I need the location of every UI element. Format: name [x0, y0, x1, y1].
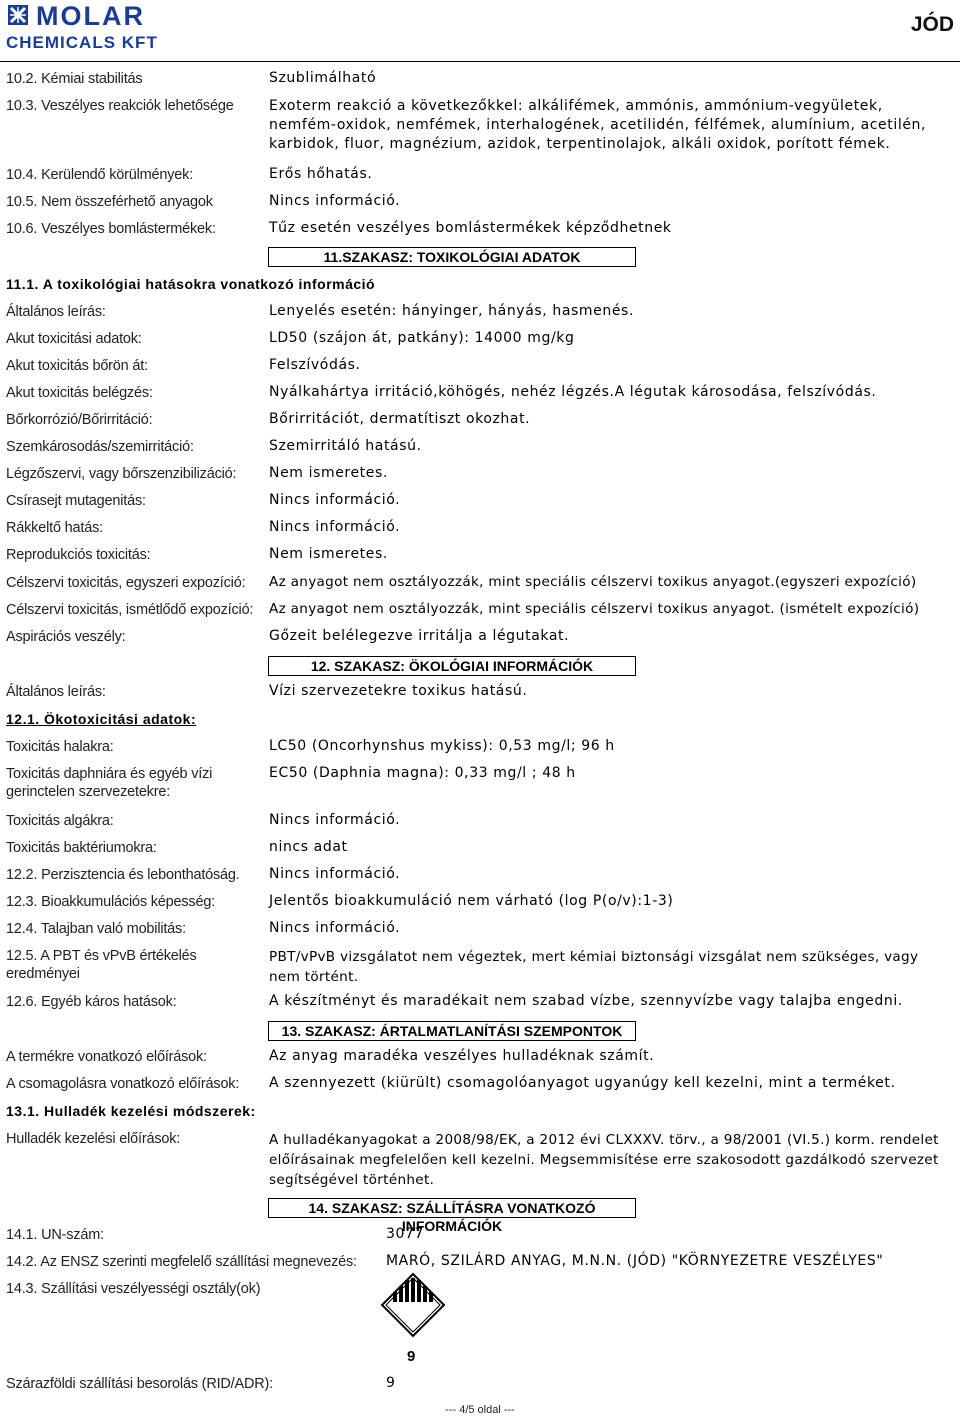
- row-value: 3077: [386, 1226, 425, 1242]
- page-number: --- 4/5 oldal ---: [445, 1404, 515, 1416]
- tox-row: [6, 438, 954, 458]
- row-label: 14.2. Az ENSZ szerinti megfelelő szállítási megnevezés:: [6, 1254, 357, 1270]
- row-value: A szennyezett (kiürült) csomagolóanyagot ugyanúgy kell kezelni, mint a terméket.: [269, 1075, 896, 1091]
- section-13-title: 13. SZAKASZ: ÁRTALMATLANÍTÁSI SZEMPONTOK: [268, 1021, 636, 1041]
- row-value: LD50 (szájon át, patkány): 14000 mg/kg: [269, 330, 575, 346]
- eco-row: [6, 866, 954, 886]
- disposal-row: [6, 1048, 954, 1068]
- row-value: Szemirritáló hatású.: [269, 438, 422, 454]
- disposal-row: [6, 1075, 954, 1095]
- land-transport-row: [6, 1375, 954, 1395]
- hazard-class-number: 9: [407, 1348, 416, 1365]
- row-label: 12.2. Perzisztencia és lebonthatóság.: [6, 867, 240, 883]
- row-value: Gőzeit belélegezve irritálja a légutakat.: [269, 628, 570, 644]
- row-value: Az anyagot nem osztályozzák, mint speciális célszervi toxikus anyagot. (ismételt expozíció): [269, 601, 920, 617]
- product-name: JÓD: [910, 13, 954, 36]
- section-12-1-subtitle: 12.1. Ökotoxicitási adatok:: [6, 711, 197, 727]
- section-14-title: 14. SZAKASZ: SZÁLLÍTÁSRA VONATKOZÓ INFORMÁCIÓK: [268, 1198, 636, 1218]
- row-label: Toxicitás baktériumokra:: [6, 840, 157, 856]
- row-label: A csomagolásra vonatkozó előírások:: [6, 1076, 240, 1092]
- row-label: Toxicitás algákra:: [6, 813, 114, 829]
- row-label: A termékre vonatkozó előírások:: [6, 1049, 207, 1065]
- tox-row: [6, 492, 954, 512]
- tox-row: [6, 465, 954, 485]
- row-value: Vízi szervezetekre toxikus hatású.: [269, 683, 528, 699]
- eco-row: [6, 993, 954, 1013]
- transport-row: [6, 1253, 954, 1273]
- row-value: EC50 (Daphnia magna): 0,33 mg/l ; 48 h: [269, 765, 576, 781]
- row-label: 12.6. Egyéb káros hatások:: [6, 994, 177, 1010]
- tox-row: [6, 519, 954, 539]
- row-value: Szublimálható: [269, 70, 377, 86]
- section-12-title: 12. SZAKASZ: ÖKOLÓGIAI INFORMÁCIÓK: [268, 656, 636, 676]
- row-label: 12.4. Talajban való mobilitás:: [6, 921, 186, 937]
- row-label: Szemkárosodás/szemirritáció:: [6, 439, 194, 455]
- eco-row: [6, 947, 954, 987]
- row-value: Jelentős bioakkumuláció nem várható (log P(o/v):1-3): [269, 893, 674, 909]
- eco-row: [6, 812, 954, 832]
- row-value: Az anyagot nem osztályozzák, mint speciális célszervi toxikus anyagot.(egyszeri expozíció): [269, 574, 917, 590]
- row-label: Csírasejt mutagenitás:: [6, 493, 146, 509]
- section-11-1-subtitle: 11.1. A toxikológiai hatásokra vonatkozó információ: [6, 276, 376, 292]
- row-value: Nincs információ.: [269, 519, 401, 535]
- row-label: Általános leírás:: [6, 684, 106, 700]
- row-value: MARÓ, SZILÁRD ANYAG, M.N.N. (JÓD) "KÖRNYEZETRE VESZÉLYES": [386, 1253, 884, 1269]
- row-value: PBT/vPvB vizsgálatot nem végeztek, mert kémiai biztonsági vizsgálat nem szükséges, vagy nem történt.: [269, 949, 919, 985]
- row-value: Nincs információ.: [269, 193, 401, 209]
- tox-row: [6, 574, 954, 594]
- row-value: Nem ismeretes.: [269, 546, 388, 562]
- row-label: 14.1. UN-szám:: [6, 1227, 104, 1243]
- tox-row: [6, 601, 954, 621]
- row-label: 10.6. Veszélyes bomlástermékek:: [6, 221, 216, 237]
- row-label: 12.3. Bioakkumulációs képesség:: [6, 894, 216, 910]
- row-10-2: [6, 70, 954, 90]
- row-value: Bőrirritációt, dermatítiszt okozhat.: [269, 411, 531, 427]
- row-label: Toxicitás halakra:: [6, 739, 114, 755]
- eco-row: [6, 920, 954, 940]
- logo-text-chemicals: CHEMICALS KFT: [6, 33, 158, 51]
- row-label: 10.3. Veszélyes reakciók lehetősége: [6, 98, 234, 114]
- row-label: 10.5. Nem összeférhető anyagok: [6, 194, 213, 210]
- row-label: 10.2. Kémiai stabilitás: [6, 71, 143, 87]
- tox-row: [6, 384, 954, 404]
- section-13-1-subtitle: 13.1. Hulladék kezelési módszerek:: [6, 1103, 256, 1119]
- row-value: A hulladékanyagokat a 2008/98/EK, a 2012 évi CLXXXV. törv., a 98/2001 (VI.5.) korm. rendelet előírásainak megfelelően kell kezelni. Megsemmisítése erre szakosodott gazdálkodó szervezet segítségével történhet.: [269, 1132, 939, 1188]
- row-10-6: [6, 220, 954, 240]
- eco-row: [6, 738, 954, 758]
- eco-row: [6, 765, 954, 805]
- eco-row: [6, 893, 954, 913]
- row-label: 14.3. Szállítási veszélyességi osztály(ok): [6, 1281, 261, 1297]
- company-logo: [6, 3, 226, 51]
- row-value: Exoterm reakció a következőkkel: alkálifémek, ammónis, ammónium-vegyületek, nemfém-oxidok, nemfémek, interhalogének, acetilidén, félfémek, alumínium, acetilén, karbidok, fluor, magnézium, azidok, terpentinolajok, alkáli oxidok, porított fémek.: [269, 98, 927, 152]
- row-value: Lenyelés esetén: hányinger, hányás, hasmenés.: [269, 303, 634, 319]
- row-value: 9: [386, 1375, 396, 1391]
- row-value: Nincs információ.: [269, 866, 401, 882]
- hazard-class-9-icon: [380, 1272, 446, 1338]
- row-label: Aspirációs veszély:: [6, 629, 126, 645]
- row-label: Akut toxicitás belégzés:: [6, 385, 153, 401]
- row-10-3: [6, 97, 954, 159]
- row-value: Erős hőhatás.: [269, 166, 373, 182]
- tox-row: [6, 357, 954, 377]
- row-label: Bőrkorrózió/Bőrirritáció:: [6, 412, 153, 428]
- row-value: nincs adat: [269, 839, 348, 855]
- row-label: Akut toxicitási adatok:: [6, 331, 142, 347]
- row-value: Felszívódás.: [269, 357, 361, 373]
- row-label: Célszervi toxicitás, egyszeri expozíció:: [6, 575, 246, 591]
- eco-general-row: [6, 683, 954, 703]
- row-10-4: [6, 166, 954, 186]
- row-label: Hulladék kezelési előírások:: [6, 1131, 181, 1147]
- row-value: LC50 (Oncorhynshus mykiss): 0,53 mg/l; 96 h: [269, 738, 615, 754]
- tox-row: [6, 546, 954, 566]
- row-value: Nincs információ.: [269, 492, 401, 508]
- row-10-5: [6, 193, 954, 213]
- transport-row: [6, 1280, 954, 1300]
- row-label: Toxicitás daphniára és egyéb vízi gerinctelen szervezetekre:: [6, 766, 213, 801]
- logo-text-molar: MOLAR: [36, 3, 145, 31]
- row-label: Szárazföldi szállítási besorolás (RID/ADR):: [6, 1376, 273, 1392]
- tox-row: [6, 330, 954, 350]
- row-label: Célszervi toxicitás, ismétlődő expozíció:: [6, 602, 254, 618]
- tox-row: [6, 411, 954, 431]
- row-value: Az anyag maradéka veszélyes hulladéknak számít.: [269, 1048, 655, 1064]
- row-label: Reprodukciós toxicitás:: [6, 547, 151, 563]
- row-label: Rákkeltő hatás:: [6, 520, 103, 536]
- tox-row: [6, 628, 954, 648]
- row-label: Általános leírás:: [6, 304, 106, 320]
- row-value: Nincs információ.: [269, 812, 401, 828]
- row-value: A készítményt és maradékait nem szabad vízbe, szennyvízbe vagy talajba engedni.: [269, 993, 903, 1009]
- waste-row: [6, 1130, 954, 1190]
- page-header: [0, 0, 960, 62]
- transport-row: [6, 1226, 954, 1246]
- row-label: Akut toxicitás bőrön át:: [6, 358, 148, 374]
- row-label: Légzőszervi, vagy bőrszenzibilizáció:: [6, 466, 237, 482]
- eco-row: [6, 839, 954, 859]
- tox-row: [6, 303, 954, 323]
- row-value: Nem ismeretes.: [269, 465, 388, 481]
- row-label: 12.5. A PBT és vPvB értékelés eredményei: [6, 948, 197, 983]
- row-value: Nyálkahártya irritáció,köhögés, nehéz légzés.A légutak károsodása, felszívódás.: [269, 384, 877, 400]
- row-value: Tűz esetén veszélyes bomlástermékek képződhetnek: [269, 220, 672, 236]
- row-label: 10.4. Kerülendő körülmények:: [6, 167, 194, 183]
- row-value: Nincs információ.: [269, 920, 401, 936]
- section-11-title: 11.SZAKASZ: TOXIKOLÓGIAI ADATOK: [268, 247, 636, 267]
